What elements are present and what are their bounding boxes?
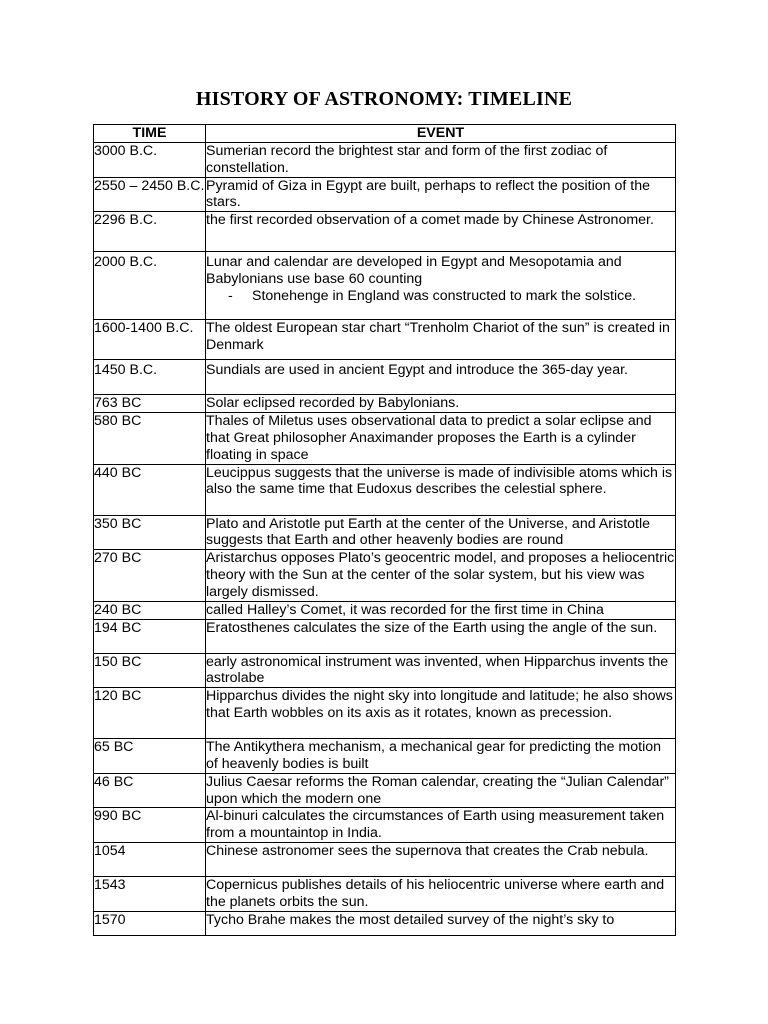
- time-column-header: TIME: [94, 125, 206, 143]
- event-cell: Sundials are used in ancient Egypt and introduce the 365-day year.: [206, 360, 676, 395]
- time-cell: 240 BC: [94, 601, 206, 619]
- table-row: [94, 143, 676, 178]
- time-cell: 194 BC: [94, 619, 206, 653]
- table-row: [94, 212, 676, 252]
- time-cell: 2550 – 2450 B.C.: [94, 177, 206, 212]
- event-cell: Pyramid of Giza in Egypt are built, perhaps to reflect the position of the stars.: [206, 177, 676, 212]
- time-cell: 763 BC: [94, 395, 206, 413]
- event-cell: Aristarchus opposes Plato’s geocentric model, and proposes a heliocentric theory with the Sun at the center of the solar system, but his view was largely dismissed.: [206, 550, 675, 600]
- table-row: [94, 550, 676, 601]
- event-cell: Hipparchus divides the night sky into longitude and latitude; he also shows that Earth wobbles on its axis as it rotates, known as precession.: [206, 688, 676, 739]
- table-row: [94, 177, 676, 212]
- table-row: [94, 464, 676, 515]
- table-row: [94, 842, 676, 876]
- time-cell: 2296 B.C.: [94, 212, 206, 252]
- time-cell: 1600-1400 B.C.: [94, 320, 206, 360]
- dash-bullet-icon: -: [228, 287, 233, 304]
- event-cell: early astronomical instrument was invented, when Hipparchus invents the astrolabe: [206, 653, 676, 688]
- document-title: HISTORY OF ASTRONOMY: TIMELINE: [195, 88, 573, 110]
- event-cell: Solar eclipsed recorded by Babylonians.: [206, 395, 676, 413]
- time-cell: 65 BC: [94, 739, 206, 774]
- table-row: [94, 739, 676, 774]
- table-row: [94, 601, 676, 619]
- event-column-header: EVENT: [206, 125, 676, 143]
- table-row: [94, 876, 676, 911]
- event-cell: Eratosthenes calculates the size of the Earth using the angle of the sun.: [206, 619, 676, 653]
- time-cell: 440 BC: [94, 464, 206, 515]
- time-cell: 1543: [94, 876, 206, 911]
- event-cell: Leucippus suggests that the universe is made of indivisible atoms which is also the same time that Eudoxus describes the celestial sphere.: [206, 464, 676, 515]
- time-cell: 350 BC: [94, 515, 206, 550]
- time-cell: 990 BC: [94, 808, 206, 843]
- time-cell: 3000 B.C.: [94, 143, 206, 178]
- table-header-row: [94, 125, 676, 143]
- table-row: [94, 252, 676, 320]
- event-cell: The Antikythera mechanism, a mechanical gear for predicting the motion of heavenly bodies is built: [206, 739, 676, 774]
- time-cell: 580 BC: [94, 413, 206, 464]
- timeline-table: [93, 124, 676, 936]
- table-row: [94, 413, 676, 464]
- table-row: [94, 688, 676, 739]
- time-cell: 1450 B.C.: [94, 360, 206, 395]
- event-cell: Plato and Aristotle put Earth at the center of the Universe, and Aristotle suggests that Earth and other heavenly bodies are round: [206, 515, 676, 550]
- time-cell: 1054: [94, 842, 206, 876]
- event-cell: called Halley’s Comet, it was recorded for the first time in China: [206, 601, 676, 619]
- sub-bullet-text: Stonehenge in England was constructed to mark the solstice.: [252, 287, 637, 304]
- event-cell: Copernicus publishes details of his heliocentric universe where earth and the planets orbits the sun.: [206, 876, 676, 911]
- event-cell: the first recorded observation of a comet made by Chinese Astronomer.: [206, 212, 676, 252]
- table-row: [94, 808, 676, 843]
- event-cell: Al-binuri calculates the circumstances of Earth using measurement taken from a mountaintop in India.: [206, 808, 676, 843]
- table-row: [94, 619, 676, 653]
- time-cell: 2000 B.C.: [94, 252, 206, 320]
- event-cell: Julius Caesar reforms the Roman calendar, creating the “Julian Calendar” upon which the modern one: [206, 773, 676, 808]
- event-cell: The oldest European star chart “Trenholm Chariot of the sun” is created in Denmark: [206, 320, 676, 360]
- table-row: [94, 360, 676, 395]
- table-row: [94, 395, 676, 413]
- event-cell: Tycho Brahe makes the most detailed survey of the night’s sky to: [206, 911, 676, 935]
- time-cell: 1570: [94, 911, 206, 935]
- table-row: [94, 653, 676, 688]
- sub-bullet-item: [206, 288, 675, 305]
- event-cell: Chinese astronomer sees the supernova that creates the Crab nebula.: [206, 842, 676, 876]
- event-cell: Thales of Miletus uses observational data to predict a solar eclipse and that Great philosopher Anaximander proposes the Earth is a cylinder floating in space: [206, 413, 676, 464]
- table-row: [94, 320, 676, 360]
- time-cell: 270 BC: [94, 550, 206, 601]
- table-row: [94, 911, 676, 935]
- event-cell: [206, 252, 676, 320]
- table-row: [94, 773, 676, 808]
- time-cell: 46 BC: [94, 773, 206, 808]
- event-text: Lunar and calendar are developed in Egypt and Mesopotamia and Babylonians use base 60 counting: [206, 254, 622, 287]
- time-cell: 150 BC: [94, 653, 206, 688]
- table-row: [94, 515, 676, 550]
- time-cell: 120 BC: [94, 688, 206, 739]
- event-cell: Sumerian record the brightest star and form of the first zodiac of constellation.: [206, 143, 676, 178]
